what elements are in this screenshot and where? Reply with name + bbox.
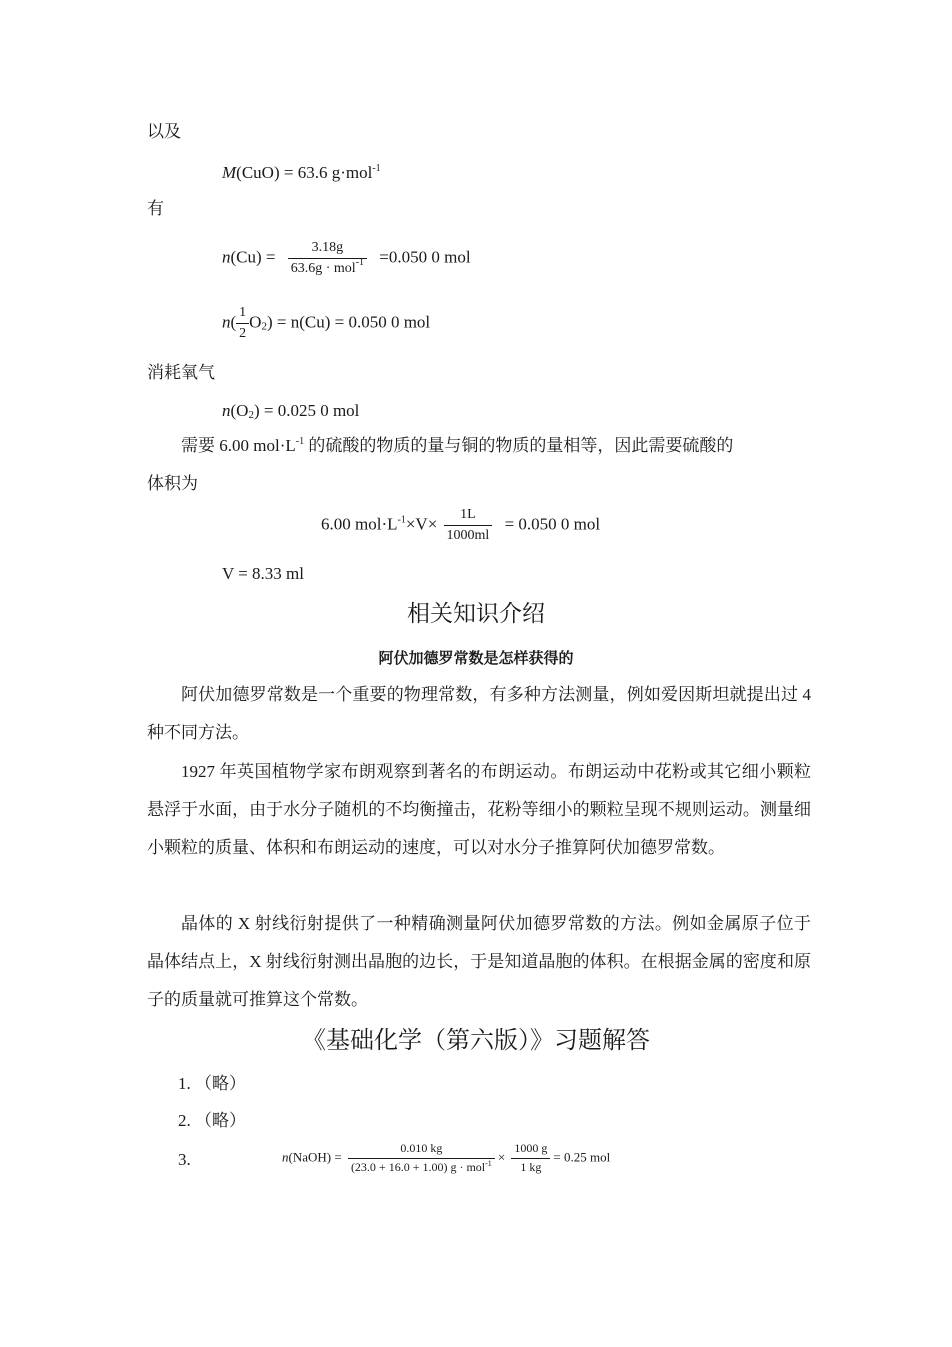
formula-naoh-rhs: = 0.25 mol <box>553 1149 611 1165</box>
formula-m-cuo-value: = 63.6 g·mol <box>283 163 373 182</box>
formula-half-rhs: ) = n(Cu) = 0.050 0 mol <box>266 312 431 332</box>
formula-v-result: V = 8.33 ml <box>222 564 305 583</box>
text-xiaohao: 消耗氧气 <box>147 363 215 382</box>
text-yiji: 以及 <box>147 122 181 141</box>
fraction-half-den: 2 <box>239 326 247 342</box>
fraction-naoh-conv <box>511 1142 550 1175</box>
text-need: 需要 6.00 $mol\cdot L^{-1}$ 的硫酸的物质的量与铜的物质的量相等，因此需要硫酸的 <box>181 436 734 455</box>
fraction-n-cu-num: 3.18g <box>288 240 367 259</box>
formula-naoh: n(NaOH) = $\frac{0.010 kg}{(23.0 + 16.0 + 1.00) g \cdot mol^{-1}}$ × $\frac{1000 g}{1 kg}$ = 0.25 mol <box>282 1141 611 1174</box>
text-need-part2: 的硫酸的物质的量与铜的物质的量相等，因此需要硫酸的 <box>304 436 734 455</box>
formula-volume-lhs: 6.00 mol·L <box>321 514 398 534</box>
exercise-item-1: 1. （略） <box>178 1074 246 1093</box>
text-need-part1: 需要 6.00 mol·L <box>181 436 296 455</box>
fraction-n-cu-den-text: 63.6g · mol <box>290 261 356 277</box>
fraction-half-num: 1 <box>236 305 249 324</box>
formula-n-o2: $n(O_2) = 0.025$ 0 mol <box>222 401 360 421</box>
formula-naoh-lhs: (NaOH) = <box>288 1149 342 1165</box>
fraction-volume-den: 1000ml <box>446 528 490 544</box>
text-you: 有 <box>147 199 164 218</box>
section-title-knowledge: 相关知识介绍 <box>407 601 545 627</box>
formula-n-cu-lhs: (Cu) = <box>230 247 276 267</box>
text-tiji: 体积为 <box>147 474 198 493</box>
fraction-naoh-conv-den: 1 kg <box>520 1159 542 1174</box>
formula-naoh-times: × <box>497 1149 506 1165</box>
paragraph-1: 阿伏加德罗常数是一个重要的物理常数，有多种方法测量，例如爱因斯坦就提出过 4 种不同方法。 <box>147 685 811 742</box>
formula-volume: 6.00 $mol\cdot L^{-1}\times V\times$ $\frac{1L}{1000ml}$ = 0.050 0 mol <box>321 507 601 544</box>
fraction-naoh-mass-den: (23.0 + 16.0 + 1.00) g · mol$^{-1}$ <box>350 1158 492 1174</box>
exercise-item-2: 2. （略） <box>178 1111 246 1130</box>
fraction-naoh-mass-num: 0.010 kg <box>348 1142 495 1159</box>
fraction-naoh-mass-den-text: (23.0 + 16.0 + 1.00) g · mol <box>350 1159 486 1174</box>
formula-n-cu: n(Cu) = $\frac{3.18g}{63.6g \cdot mol^{-1}}$ =0.050 0 mol <box>222 240 471 277</box>
paragraph-2: 1927 年英国植物学家布朗观察到著名的布朗运动。布朗运动中花粉或其它细小颗粒悬浮于水面，由于水分子随机的不均衡撞击，花粉等细小的颗粒呈现不规则运动。测量细小颗粒的质量、体积和布朗运动的速度，可以对水分子推算阿伏加德罗常数。 <box>147 762 811 857</box>
paragraph-3: 晶体的 X 射线衍射提供了一种精确测量阿伏加德罗常数的方法。例如金属原子位于晶体结点上，X 射线衍射测出晶胞的边长，于是知道晶胞的体积。在根据金属的密度和原子的质量就可推算这个常数。 <box>147 914 811 1009</box>
fraction-volume <box>444 507 493 544</box>
formula-n-cu-rhs: =0.050 0 mol <box>379 247 471 267</box>
formula-n-o2-rhs: ) = 0.025 0 mol <box>253 401 360 420</box>
fraction-n-cu-den: 63.6g · mol$^{-1}$ <box>290 257 365 277</box>
formula-volume-mid: ×V× <box>405 514 438 534</box>
formula-m-cuo: M(CuO) = 63.6 g·mol$^{-1}$ <box>222 163 381 182</box>
fraction-naoh-mass <box>348 1142 495 1175</box>
section-subtitle-avogadro: 阿伏加德罗常数是怎样获得的 <box>378 649 574 667</box>
fraction-half <box>236 305 249 342</box>
formula-volume-rhs: = 0.050 0 mol <box>504 514 601 534</box>
formula-half-o: O <box>249 312 262 332</box>
fraction-n-cu <box>288 240 367 277</box>
fraction-naoh-conv-num: 1000 g <box>511 1142 550 1159</box>
formula-half-o2: n( $\frac{1}{2}$ $O_2) = n(Cu) = 0.050$ 0 mol <box>222 305 431 342</box>
section-title-exercises: 《基础化学（第六版）》习题解答 <box>302 1026 650 1054</box>
exercise-item-3: 3. <box>178 1150 191 1169</box>
fraction-volume-num: 1L <box>444 507 493 526</box>
